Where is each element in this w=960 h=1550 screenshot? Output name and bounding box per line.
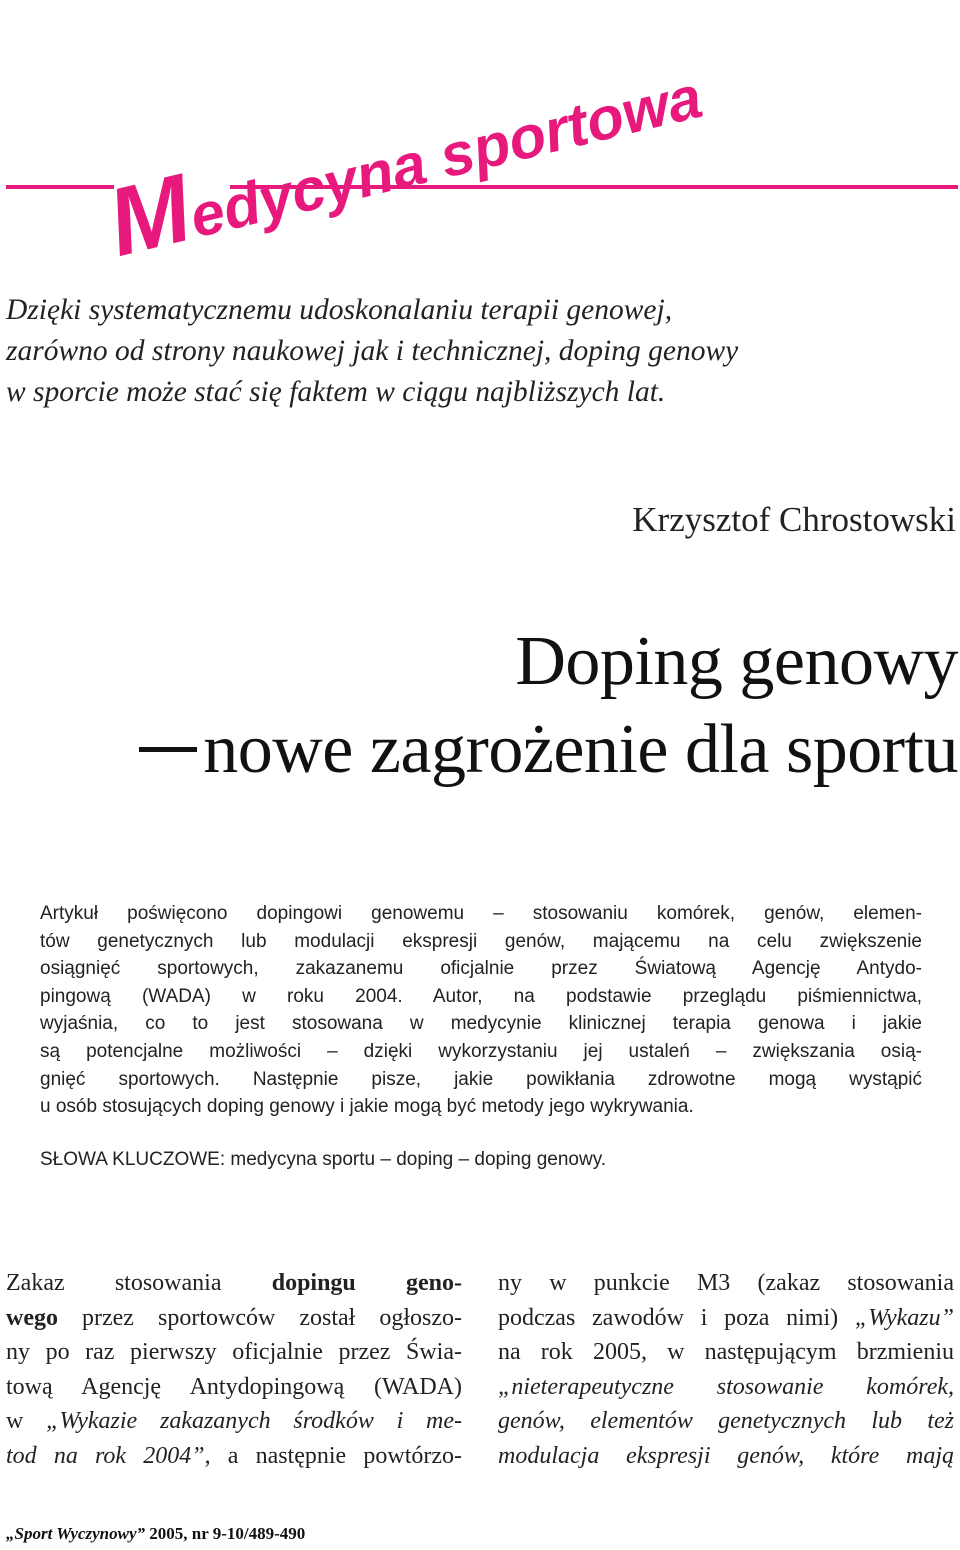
body-line [6,1266,462,1301]
header-rule-left [6,185,114,189]
keywords-label: SŁOWA KLUCZOWE: [40,1149,226,1170]
body-text: przez sportowców został ogłoszo- [57,1304,462,1331]
body-column-left [6,1266,462,1473]
body-line [6,1404,462,1439]
abstract [40,900,922,1121]
body-line: na rok 2005, w następującym brzmieniu [498,1339,954,1365]
abstract-line: pingową (WADA) w roku 2004. Autor, na podstawie przeglądu piśmiennictwa, [40,985,922,1007]
abstract-line: gnięć sportowych. Następnie pisze, jakie powikłania zdrowotne mogą wystąpić [40,1068,922,1090]
lead-line: Dzięki systematycznemu udoskonalaniu terapii genowej, [6,294,673,326]
body-line: tową Agencję Antydopingową (WADA) [6,1373,462,1400]
section-title-initial: M [98,154,201,277]
journal-footer [6,1524,305,1544]
article-title [139,618,958,794]
article-title-line-1: Doping genowy [515,623,958,700]
body-column-right [498,1266,954,1473]
article-title-line-2: nowe zagrożenie dla sportu [203,711,958,788]
body-bold-term: wego [6,1304,58,1331]
body-italic-text: „Wykazie zakazanych środków i me- [46,1408,462,1434]
body-text: , a następnie powtórzo- [204,1442,462,1469]
body-line: ny w punkcie M3 (zakaz stosowania [498,1270,954,1296]
body-text: podczas zawodów i poza nimi) [498,1304,855,1331]
body-line [6,1439,462,1474]
lead-line: w sporcie może stać się faktem w ciągu najbliższych lat. [6,376,666,408]
body-line: modulacja ekspresji genów, które mają [498,1442,954,1469]
abstract-line: są potencjalne możliwości – dzięki wykorzystaniu jej ustaleń – zwiększania osią- [40,1040,922,1062]
body-line [6,1301,462,1336]
body-italic-text: tod na rok 2004” [6,1442,205,1469]
abstract-line: tów genetycznych lub modulacji ekspresji genów, mającemu na celu zwiększenie [40,930,922,952]
abstract-line: osiągnięć sportowych, zakazanemu oficjalnie przez Światową Agencję Antydo- [40,958,922,980]
section-title-rest: edycyna sportowa [183,63,709,251]
author-name: Krzysztof Chrostowski [632,500,956,539]
abstract-line: wyjaśnia, co to jest stosowana w medycynie klinicznej terapia genowa i jakie [40,1013,922,1035]
body-text: Zakaz stosowania [6,1270,272,1296]
body-text: w [6,1408,47,1434]
journal-reference: 2005, nr 9-10/489-490 [145,1524,306,1543]
section-title [98,38,709,277]
abstract-line: u osób stosujących doping genowy i jakie mogą być metody jego wykrywania. [40,1096,694,1118]
abstract-line: Artykuł poświęcono dopingowi genowemu – stosowaniu komórek, genów, elemen- [40,903,922,924]
title-dash [139,747,197,752]
article-title-line-2-wrap [139,706,958,794]
body-line [498,1301,954,1336]
lead-paragraph [6,290,954,413]
keywords-list: medycyna sportu – doping – doping genowy. [230,1149,607,1170]
lead-line: zarówno od strony naukowej jak i technicznej, doping genowy [6,335,739,367]
journal-name: „Sport Wyczynowy” [6,1524,146,1543]
body-line: ny po raz pierwszy oficjalnie przez Świa- [6,1339,462,1365]
body-line: genów, elementów genetycznych lub też [498,1408,954,1434]
body-line: „nieterapeutyczne stosowanie komórek, [498,1373,954,1400]
body-italic-text: „Wykazu” [854,1304,954,1331]
body-bold-term: dopingu geno- [271,1270,462,1296]
keywords [40,1149,606,1171]
